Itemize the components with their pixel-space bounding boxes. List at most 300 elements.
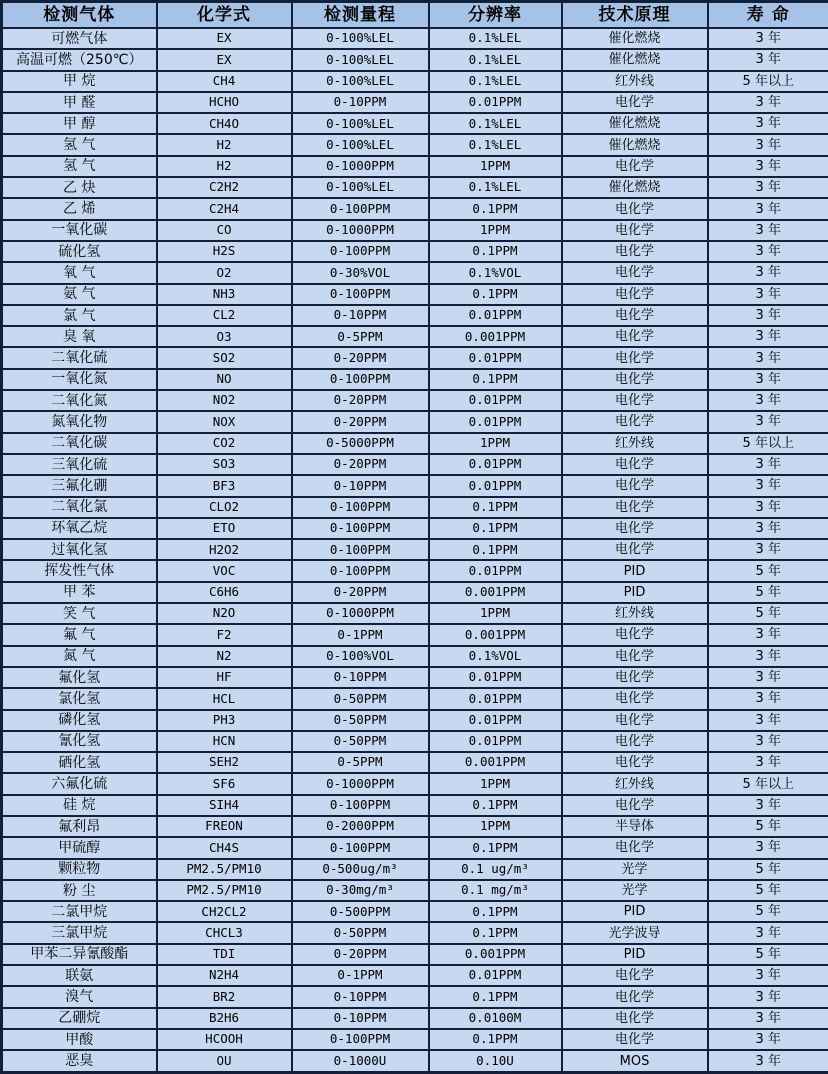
cell-resolution: 0.1PPM <box>429 837 562 858</box>
table-row <box>2 539 828 560</box>
cell-range: 0-100PPM <box>292 369 429 390</box>
cell-range: 0-100PPM <box>292 241 429 262</box>
cell-resolution: 0.01PPM <box>429 965 562 986</box>
table-row <box>2 347 828 368</box>
cell-lifespan: 3 年 <box>708 667 828 688</box>
cell-gas: 粉 尘 <box>2 880 157 901</box>
cell-gas: 甲硫醇 <box>2 837 157 858</box>
cell-range: 0-20PPM <box>292 411 429 432</box>
cell-formula: PH3 <box>157 710 292 731</box>
cell-resolution: 1PPM <box>429 156 562 177</box>
cell-range: 0-20PPM <box>292 454 429 475</box>
cell-resolution: 0.01PPM <box>429 475 562 496</box>
cell-principle: 催化燃烧 <box>562 134 708 155</box>
cell-gas: 氯化氢 <box>2 688 157 709</box>
table-row <box>2 667 828 688</box>
cell-gas: 硒化氢 <box>2 752 157 773</box>
cell-principle: 电化学 <box>562 710 708 731</box>
cell-resolution: 0.10U <box>429 1050 562 1072</box>
cell-range: 0-30mg/m³ <box>292 880 429 901</box>
cell-principle: 光学 <box>562 880 708 901</box>
cell-formula: H2 <box>157 134 292 155</box>
cell-formula: SF6 <box>157 773 292 794</box>
cell-resolution: 0.1 mg/m³ <box>429 880 562 901</box>
table-row <box>2 624 828 645</box>
table-row <box>2 156 828 177</box>
cell-resolution: 0.01PPM <box>429 92 562 113</box>
cell-gas: 甲 醇 <box>2 113 157 134</box>
cell-principle: 电化学 <box>562 497 708 518</box>
table-row <box>2 497 828 518</box>
cell-gas: 恶臭 <box>2 1050 157 1072</box>
cell-resolution: 0.1PPM <box>429 241 562 262</box>
cell-formula: F2 <box>157 624 292 645</box>
cell-formula: SO3 <box>157 454 292 475</box>
cell-range: 0-20PPM <box>292 582 429 603</box>
table-row <box>2 688 828 709</box>
cell-principle: 电化学 <box>562 837 708 858</box>
cell-resolution: 0.1PPM <box>429 795 562 816</box>
cell-lifespan: 3 年 <box>708 198 828 219</box>
cell-lifespan: 3 年 <box>708 134 828 155</box>
cell-principle: 光学 <box>562 859 708 880</box>
cell-principle: 电化学 <box>562 1008 708 1029</box>
cell-principle: 电化学 <box>562 646 708 667</box>
table-row <box>2 262 828 283</box>
table-row <box>2 795 828 816</box>
cell-range: 0-1000U <box>292 1050 429 1072</box>
cell-resolution: 0.01PPM <box>429 560 562 581</box>
cell-principle: 催化燃烧 <box>562 177 708 198</box>
table-header <box>2 2 828 29</box>
cell-formula: H2 <box>157 156 292 177</box>
cell-principle: 电化学 <box>562 688 708 709</box>
cell-resolution: 0.1%LEL <box>429 28 562 49</box>
cell-lifespan: 3 年 <box>708 688 828 709</box>
cell-resolution: 0.01PPM <box>429 390 562 411</box>
cell-formula: O3 <box>157 326 292 347</box>
cell-range: 0-100%VOL <box>292 646 429 667</box>
table-row <box>2 646 828 667</box>
cell-resolution: 0.1%LEL <box>429 177 562 198</box>
column-header-principle: 技术原理 <box>562 2 708 29</box>
cell-principle: 半导体 <box>562 816 708 837</box>
cell-lifespan: 3 年 <box>708 624 828 645</box>
cell-resolution: 0.1PPM <box>429 497 562 518</box>
cell-principle: 电化学 <box>562 326 708 347</box>
column-header-gas: 检测气体 <box>2 2 157 29</box>
table-row <box>2 369 828 390</box>
cell-gas: 甲 醛 <box>2 92 157 113</box>
table-row <box>2 518 828 539</box>
cell-lifespan: 5 年以上 <box>708 433 828 454</box>
table-row <box>2 603 828 624</box>
cell-formula: C2H4 <box>157 198 292 219</box>
cell-principle: 电化学 <box>562 539 708 560</box>
cell-principle: 电化学 <box>562 1029 708 1050</box>
cell-range: 0-50PPM <box>292 731 429 752</box>
cell-range: 0-100%LEL <box>292 71 429 92</box>
cell-range: 0-5PPM <box>292 752 429 773</box>
cell-lifespan: 3 年 <box>708 965 828 986</box>
cell-gas: 臭 氧 <box>2 326 157 347</box>
table-row <box>2 71 828 92</box>
cell-range: 0-100%LEL <box>292 28 429 49</box>
cell-gas: 甲酸 <box>2 1029 157 1050</box>
cell-resolution: 1PPM <box>429 433 562 454</box>
cell-formula: CLO2 <box>157 497 292 518</box>
table-row <box>2 92 828 113</box>
cell-gas: 溴气 <box>2 986 157 1007</box>
cell-lifespan: 5 年 <box>708 944 828 965</box>
cell-principle: PID <box>562 901 708 922</box>
cell-resolution: 0.1%LEL <box>429 134 562 155</box>
cell-range: 0-10PPM <box>292 475 429 496</box>
cell-formula: CH4O <box>157 113 292 134</box>
cell-gas: 乙 炔 <box>2 177 157 198</box>
cell-range: 0-100PPM <box>292 518 429 539</box>
cell-resolution: 0.001PPM <box>429 944 562 965</box>
cell-formula: SIH4 <box>157 795 292 816</box>
table-row <box>2 177 828 198</box>
cell-formula: CL2 <box>157 305 292 326</box>
table-row <box>2 134 828 155</box>
cell-formula: N2O <box>157 603 292 624</box>
cell-lifespan: 3 年 <box>708 454 828 475</box>
cell-formula: TDI <box>157 944 292 965</box>
cell-gas: 三氧化硫 <box>2 454 157 475</box>
cell-formula: NH3 <box>157 284 292 305</box>
cell-resolution: 1PPM <box>429 816 562 837</box>
cell-formula: EX <box>157 49 292 70</box>
cell-gas: 二氧化氮 <box>2 390 157 411</box>
cell-principle: PID <box>562 560 708 581</box>
table-row <box>2 837 828 858</box>
cell-range: 0-100PPM <box>292 284 429 305</box>
cell-gas: 磷化氢 <box>2 710 157 731</box>
cell-lifespan: 3 年 <box>708 241 828 262</box>
cell-resolution: 0.1PPM <box>429 518 562 539</box>
cell-lifespan: 3 年 <box>708 390 828 411</box>
cell-lifespan: 3 年 <box>708 1008 828 1029</box>
cell-range: 0-100PPM <box>292 1029 429 1050</box>
cell-principle: 电化学 <box>562 411 708 432</box>
cell-lifespan: 3 年 <box>708 369 828 390</box>
cell-range: 0-1000PPM <box>292 603 429 624</box>
cell-principle: PID <box>562 582 708 603</box>
cell-resolution: 0.01PPM <box>429 347 562 368</box>
cell-resolution: 0.0100M <box>429 1008 562 1029</box>
cell-range: 0-20PPM <box>292 390 429 411</box>
cell-principle: 电化学 <box>562 795 708 816</box>
cell-formula: CH4 <box>157 71 292 92</box>
cell-resolution: 0.1PPM <box>429 986 562 1007</box>
cell-lifespan: 3 年 <box>708 837 828 858</box>
cell-formula: BF3 <box>157 475 292 496</box>
cell-principle: 光学波导 <box>562 922 708 943</box>
cell-resolution: 0.1PPM <box>429 1029 562 1050</box>
cell-gas: 二氧化碳 <box>2 433 157 454</box>
cell-lifespan: 3 年 <box>708 49 828 70</box>
cell-gas: 三氟化硼 <box>2 475 157 496</box>
cell-gas: 硅 烷 <box>2 795 157 816</box>
cell-lifespan: 3 年 <box>708 113 828 134</box>
cell-gas: 过氧化氢 <box>2 539 157 560</box>
cell-principle: 电化学 <box>562 241 708 262</box>
cell-resolution: 0.1%LEL <box>429 49 562 70</box>
cell-formula: ETO <box>157 518 292 539</box>
cell-lifespan: 3 年 <box>708 305 828 326</box>
cell-principle: 电化学 <box>562 624 708 645</box>
cell-principle: 红外线 <box>562 603 708 624</box>
cell-principle: 电化学 <box>562 667 708 688</box>
cell-range: 0-10PPM <box>292 305 429 326</box>
cell-lifespan: 3 年 <box>708 539 828 560</box>
cell-principle: 催化燃烧 <box>562 113 708 134</box>
cell-resolution: 0.1%VOL <box>429 646 562 667</box>
table-row <box>2 433 828 454</box>
cell-principle: 电化学 <box>562 220 708 241</box>
cell-lifespan: 3 年 <box>708 411 828 432</box>
cell-formula: BR2 <box>157 986 292 1007</box>
cell-resolution: 0.1%LEL <box>429 71 562 92</box>
cell-formula: EX <box>157 28 292 49</box>
table-row <box>2 454 828 475</box>
cell-gas: 挥发性气体 <box>2 560 157 581</box>
cell-formula: NO <box>157 369 292 390</box>
cell-range: 0-100PPM <box>292 198 429 219</box>
cell-principle: 电化学 <box>562 198 708 219</box>
table-row <box>2 28 828 49</box>
cell-formula: SO2 <box>157 347 292 368</box>
cell-lifespan: 3 年 <box>708 646 828 667</box>
cell-formula: PM2.5/PM10 <box>157 859 292 880</box>
cell-principle: 电化学 <box>562 731 708 752</box>
cell-gas: 氨 气 <box>2 284 157 305</box>
cell-resolution: 0.001PPM <box>429 326 562 347</box>
table-row <box>2 390 828 411</box>
cell-lifespan: 5 年 <box>708 859 828 880</box>
cell-range: 0-1000PPM <box>292 220 429 241</box>
table-row <box>2 113 828 134</box>
table-row <box>2 560 828 581</box>
cell-resolution: 0.1PPM <box>429 901 562 922</box>
table-row <box>2 305 828 326</box>
cell-range: 0-20PPM <box>292 944 429 965</box>
cell-formula: HCHO <box>157 92 292 113</box>
cell-range: 0-1PPM <box>292 624 429 645</box>
cell-range: 0-1PPM <box>292 965 429 986</box>
cell-resolution: 1PPM <box>429 220 562 241</box>
cell-principle: 电化学 <box>562 369 708 390</box>
column-header-resolution: 分辨率 <box>429 2 562 29</box>
cell-range: 0-2000PPM <box>292 816 429 837</box>
cell-lifespan: 3 年 <box>708 28 828 49</box>
cell-resolution: 0.1%LEL <box>429 113 562 134</box>
cell-lifespan: 3 年 <box>708 92 828 113</box>
table-row <box>2 944 828 965</box>
cell-lifespan: 5 年以上 <box>708 773 828 794</box>
cell-range: 0-500PPM <box>292 901 429 922</box>
cell-principle: PID <box>562 944 708 965</box>
header-row <box>2 2 828 29</box>
table-row <box>2 901 828 922</box>
cell-gas: 六氟化硫 <box>2 773 157 794</box>
cell-lifespan: 3 年 <box>708 986 828 1007</box>
table-row <box>2 859 828 880</box>
cell-formula: FREON <box>157 816 292 837</box>
cell-formula: N2H4 <box>157 965 292 986</box>
table-row <box>2 198 828 219</box>
cell-formula: B2H6 <box>157 1008 292 1029</box>
cell-resolution: 0.01PPM <box>429 454 562 475</box>
cell-gas: 笑 气 <box>2 603 157 624</box>
cell-gas: 一氧化碳 <box>2 220 157 241</box>
cell-gas: 一氧化氮 <box>2 369 157 390</box>
table-row <box>2 241 828 262</box>
cell-gas: 氮氧化物 <box>2 411 157 432</box>
cell-range: 0-50PPM <box>292 710 429 731</box>
table-row <box>2 220 828 241</box>
cell-gas: 乙 烯 <box>2 198 157 219</box>
cell-lifespan: 5 年 <box>708 582 828 603</box>
cell-lifespan: 3 年 <box>708 220 828 241</box>
cell-range: 0-1000PPM <box>292 773 429 794</box>
cell-resolution: 0.001PPM <box>429 624 562 645</box>
cell-principle: 红外线 <box>562 71 708 92</box>
cell-resolution: 1PPM <box>429 603 562 624</box>
cell-lifespan: 3 年 <box>708 1050 828 1072</box>
cell-lifespan: 3 年 <box>708 284 828 305</box>
cell-range: 0-100%LEL <box>292 177 429 198</box>
cell-range: 0-100PPM <box>292 837 429 858</box>
cell-range: 0-30%VOL <box>292 262 429 283</box>
cell-formula: O2 <box>157 262 292 283</box>
cell-principle: 催化燃烧 <box>562 28 708 49</box>
cell-resolution: 0.01PPM <box>429 667 562 688</box>
cell-lifespan: 5 年 <box>708 880 828 901</box>
table-row <box>2 922 828 943</box>
table-row <box>2 965 828 986</box>
cell-gas: 氮 气 <box>2 646 157 667</box>
cell-formula: CO <box>157 220 292 241</box>
cell-resolution: 0.01PPM <box>429 731 562 752</box>
cell-gas: 硫化氢 <box>2 241 157 262</box>
cell-gas: 颗粒物 <box>2 859 157 880</box>
cell-resolution: 0.001PPM <box>429 582 562 603</box>
table-row <box>2 326 828 347</box>
cell-formula: HF <box>157 667 292 688</box>
table-row <box>2 986 828 1007</box>
cell-range: 0-100%LEL <box>292 134 429 155</box>
table-row <box>2 1029 828 1050</box>
cell-lifespan: 5 年 <box>708 603 828 624</box>
cell-gas: 氧 气 <box>2 262 157 283</box>
cell-lifespan: 3 年 <box>708 326 828 347</box>
cell-gas: 三氯甲烷 <box>2 922 157 943</box>
cell-formula: NOX <box>157 411 292 432</box>
cell-range: 0-20PPM <box>292 347 429 368</box>
table-body <box>2 28 828 1073</box>
cell-gas: 甲 烷 <box>2 71 157 92</box>
cell-range: 0-100PPM <box>292 539 429 560</box>
cell-formula: HCN <box>157 731 292 752</box>
cell-range: 0-10PPM <box>292 92 429 113</box>
cell-formula: C6H6 <box>157 582 292 603</box>
cell-lifespan: 3 年 <box>708 518 828 539</box>
column-header-range: 检测量程 <box>292 2 429 29</box>
cell-resolution: 0.1PPM <box>429 369 562 390</box>
cell-range: 0-10PPM <box>292 986 429 1007</box>
cell-lifespan: 5 年 <box>708 816 828 837</box>
table-row <box>2 773 828 794</box>
cell-range: 0-100PPM <box>292 497 429 518</box>
cell-formula: PM2.5/PM10 <box>157 880 292 901</box>
cell-range: 0-100PPM <box>292 560 429 581</box>
cell-range: 0-1000PPM <box>292 156 429 177</box>
cell-lifespan: 3 年 <box>708 795 828 816</box>
table-row <box>2 731 828 752</box>
cell-range: 0-50PPM <box>292 922 429 943</box>
cell-gas: 联氨 <box>2 965 157 986</box>
cell-gas: 二氧化硫 <box>2 347 157 368</box>
table-row <box>2 411 828 432</box>
cell-resolution: 1PPM <box>429 773 562 794</box>
cell-lifespan: 3 年 <box>708 752 828 773</box>
cell-formula: NO2 <box>157 390 292 411</box>
cell-range: 0-5PPM <box>292 326 429 347</box>
cell-resolution: 0.001PPM <box>429 752 562 773</box>
cell-gas: 可燃气体 <box>2 28 157 49</box>
cell-lifespan: 3 年 <box>708 1029 828 1050</box>
cell-principle: 电化学 <box>562 92 708 113</box>
table-row <box>2 1008 828 1029</box>
cell-range: 0-5000PPM <box>292 433 429 454</box>
cell-gas: 氟 气 <box>2 624 157 645</box>
cell-principle: 电化学 <box>562 752 708 773</box>
table-row <box>2 49 828 70</box>
cell-gas: 氟利昂 <box>2 816 157 837</box>
cell-gas: 氟化氢 <box>2 667 157 688</box>
cell-resolution: 0.1PPM <box>429 284 562 305</box>
cell-range: 0-50PPM <box>292 688 429 709</box>
cell-resolution: 0.1PPM <box>429 198 562 219</box>
cell-gas: 高温可燃（250℃） <box>2 49 157 70</box>
cell-lifespan: 3 年 <box>708 497 828 518</box>
column-header-formula: 化学式 <box>157 2 292 29</box>
cell-resolution: 0.1PPM <box>429 922 562 943</box>
table-row <box>2 752 828 773</box>
cell-principle: 电化学 <box>562 305 708 326</box>
cell-principle: 电化学 <box>562 284 708 305</box>
cell-range: 0-100%LEL <box>292 113 429 134</box>
cell-lifespan: 3 年 <box>708 922 828 943</box>
cell-range: 0-10PPM <box>292 1008 429 1029</box>
cell-lifespan: 3 年 <box>708 177 828 198</box>
cell-formula: CHCL3 <box>157 922 292 943</box>
cell-lifespan: 5 年以上 <box>708 71 828 92</box>
cell-principle: MOS <box>562 1050 708 1072</box>
cell-principle: 催化燃烧 <box>562 49 708 70</box>
table-row <box>2 816 828 837</box>
cell-lifespan: 3 年 <box>708 475 828 496</box>
cell-lifespan: 3 年 <box>708 347 828 368</box>
cell-resolution: 0.01PPM <box>429 411 562 432</box>
cell-formula: HCL <box>157 688 292 709</box>
cell-gas: 二氯甲烷 <box>2 901 157 922</box>
cell-formula: CH2CL2 <box>157 901 292 922</box>
cell-gas: 氰化氢 <box>2 731 157 752</box>
